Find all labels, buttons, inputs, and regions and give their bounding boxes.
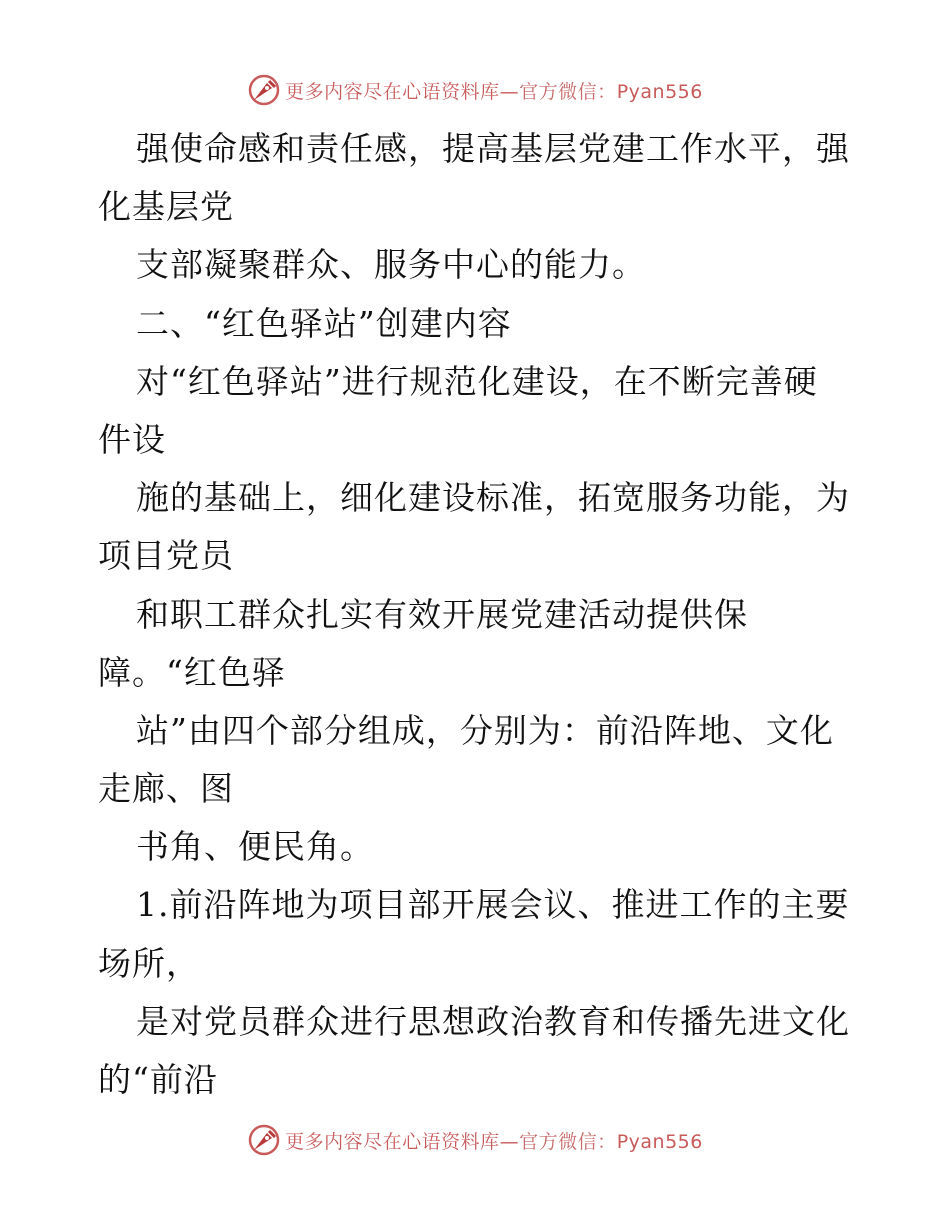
watermark-wechat-label: 官方微信： [519,80,617,103]
footer-watermark [0,1120,950,1160]
watermark-wechat-id: Pyan556 [616,1130,703,1153]
watermark-slogan: 更多内容尽在心语资料库— [285,80,520,103]
text-line: 的“前沿 [98,1060,218,1099]
document-body [98,120,858,1109]
text-line: 对“红色驿站”进行规范化建设，在不断完善硬 [136,361,818,401]
text-line: 走廊、图 [98,769,234,809]
text-line: 项目党员 [98,536,234,576]
watermark-text [285,77,703,104]
text-line: 书角、便民角。 [136,827,374,867]
text-line: 施的基础上，细化建设标准，拓宽服务功能，为 [136,478,850,518]
text-line: 和职工群众扎实有效开展党建活动提供保 [136,594,748,634]
text-line: 站”由四个部分组成，分别为：前沿阵地、文化 [136,710,834,750]
watermark-wechat-label: 官方微信： [519,1130,617,1153]
watermark-text [285,1127,703,1154]
text-line: 是对党员群众进行思想政治教育和传播先进文化 [136,1001,850,1041]
text-line: 二、“红色驿站”创建内容 [136,303,512,343]
header-watermark [0,70,950,110]
pen-nib-logo-icon [247,73,281,107]
text-line: 支部凝聚群众、服务中心的能力。 [136,245,646,285]
text-line: 1.前沿阵地为项目部开展会议、推进工作的主要 [136,885,850,925]
watermark-slogan: 更多内容尽在心语资料库— [285,1130,520,1153]
text-line: 化基层党 [98,187,234,227]
pen-nib-logo-icon [247,1123,281,1157]
watermark-wechat-id: Pyan556 [616,80,703,103]
text-line: 障。“红色驿 [98,652,286,692]
text-line: 场所， [98,943,200,983]
text-line: 件设 [98,419,166,459]
text-line: 强使命感和责任感，提高基层党建工作水平，强 [136,129,850,168]
